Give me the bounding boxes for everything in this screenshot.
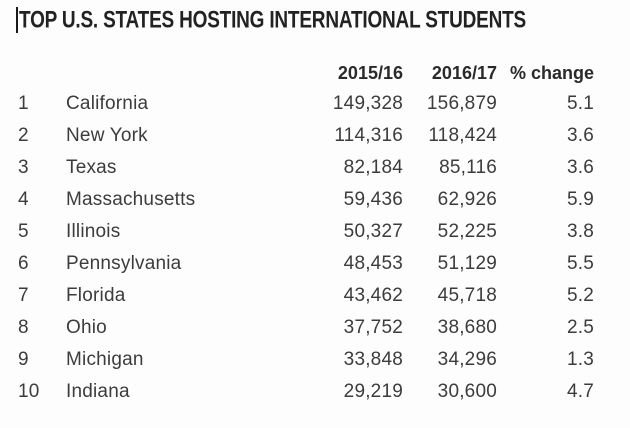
- state-cell: Massachusetts: [66, 189, 196, 210]
- rank-cell: 5: [18, 221, 29, 242]
- value-2015-16-cell: 37,752: [343, 317, 403, 338]
- value-2015-16-cell: 82,184: [343, 157, 403, 178]
- value-2016-17-cell: 118,424: [428, 125, 497, 146]
- value-2015-16-cell: 33,848: [343, 349, 403, 370]
- table-row: [0, 248, 630, 280]
- rank-cell: 2: [18, 125, 29, 146]
- value-2016-17-cell: 38,680: [437, 317, 497, 338]
- states-table: [0, 58, 630, 408]
- value-2016-17-cell: 30,600: [437, 381, 497, 402]
- state-cell: Michigan: [66, 349, 144, 370]
- rank-cell: 3: [18, 157, 29, 178]
- pct-change-cell: 1.3: [566, 349, 594, 370]
- rank-cell: 8: [18, 317, 29, 338]
- table-row: [0, 120, 630, 152]
- pct-change-cell: 4.7: [566, 381, 594, 402]
- table-row: [0, 184, 630, 216]
- pct-change-cell: 5.1: [566, 93, 594, 114]
- header-2015-16: 2015/16: [337, 62, 403, 83]
- rank-cell: 1: [18, 93, 29, 114]
- table-row: [0, 312, 630, 344]
- table-row: [0, 376, 630, 408]
- value-2015-16-cell: 43,462: [343, 285, 403, 306]
- value-2015-16-cell: 50,327: [343, 221, 403, 242]
- rank-cell: 7: [18, 285, 29, 306]
- pct-change-cell: 3.6: [566, 125, 594, 146]
- state-cell: Ohio: [66, 317, 107, 338]
- rank-cell: 6: [18, 253, 29, 274]
- pct-change-cell: 5.2: [566, 285, 594, 306]
- value-2015-16-cell: 29,219: [343, 381, 403, 402]
- state-cell: California: [66, 93, 149, 114]
- text-caret: [16, 7, 18, 33]
- table-row: [0, 152, 630, 184]
- rank-cell: 4: [18, 189, 29, 210]
- value-2016-17-cell: 85,116: [439, 157, 497, 178]
- pct-change-cell: 5.9: [566, 189, 594, 210]
- pct-change-cell: 2.5: [566, 317, 594, 338]
- state-cell: Illinois: [66, 221, 121, 242]
- table-row: [0, 280, 630, 312]
- state-cell: Pennsylvania: [66, 253, 182, 274]
- rank-cell: 10: [18, 381, 40, 402]
- state-cell: Florida: [66, 285, 126, 306]
- value-2016-17-cell: 62,926: [437, 189, 497, 210]
- rank-cell: 9: [18, 349, 29, 370]
- value-2016-17-cell: 51,129: [437, 253, 497, 274]
- table-row: [0, 216, 630, 248]
- value-2015-16-cell: 48,453: [343, 253, 403, 274]
- value-2016-17-cell: 45,718: [437, 285, 497, 306]
- page-title: TOP U.S. STATES HOSTING INTERNATIONAL STUDENTS: [19, 7, 527, 34]
- state-cell: New York: [66, 125, 148, 146]
- state-cell: Texas: [66, 157, 117, 178]
- pct-change-cell: 3.6: [566, 157, 594, 178]
- pct-change-cell: 3.8: [566, 221, 594, 242]
- value-2015-16-cell: 114,316: [334, 125, 403, 146]
- state-cell: Indiana: [66, 381, 130, 402]
- value-2016-17-cell: 34,296: [437, 349, 497, 370]
- table-row: [0, 88, 630, 120]
- table-row: [0, 344, 630, 376]
- pct-change-cell: 5.5: [566, 253, 594, 274]
- value-2015-16-cell: 59,436: [343, 189, 403, 210]
- value-2016-17-cell: 156,879: [426, 93, 497, 114]
- value-2015-16-cell: 149,328: [332, 93, 403, 114]
- header-2016-17: 2016/17: [431, 62, 497, 83]
- value-2016-17-cell: 52,225: [437, 221, 497, 242]
- table-header-row: [0, 58, 630, 88]
- header-pct-change: % change: [509, 62, 594, 83]
